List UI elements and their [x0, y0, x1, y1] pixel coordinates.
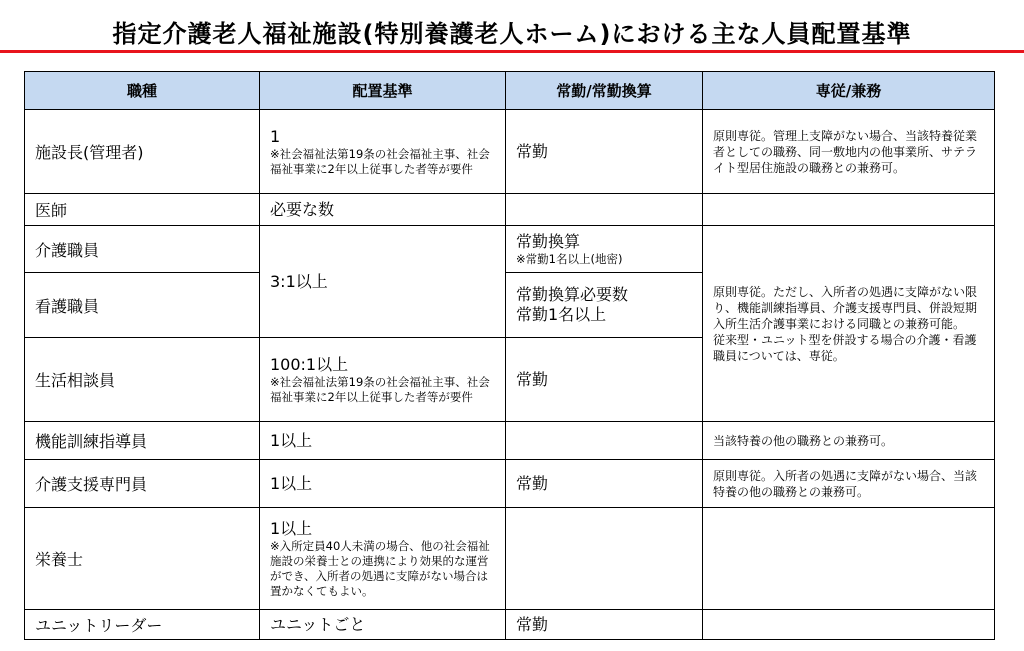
employment-note: ※常勤1名以上(地密): [516, 251, 623, 266]
role-cell: 介護職員: [25, 226, 260, 273]
table-row: [25, 422, 995, 460]
duty-cell: [703, 226, 995, 422]
table-row: [25, 194, 995, 226]
role-cell: 生活相談員: [25, 338, 260, 422]
employment-cell: [506, 194, 703, 226]
standard-value: 1以上: [270, 518, 313, 538]
employment-cell: [506, 422, 703, 460]
table-row: [25, 226, 995, 273]
standard-cell: 3:1以上: [260, 226, 506, 338]
standard-cell: 1以上: [260, 460, 506, 508]
employment-cell: [506, 226, 703, 273]
role-cell: 介護支援専門員: [25, 460, 260, 508]
table-row: [25, 460, 995, 508]
standard-value: 100:1以上: [270, 354, 349, 374]
standard-cell: [260, 110, 506, 194]
role-cell: 医師: [25, 194, 260, 226]
duty-text: 原則専従。ただし、入所者の処遇に支障がない限り、機能訓練指導員、介護支援専門員、併設短期入所生活介護事業における同職との兼務可能。: [713, 284, 978, 331]
standard-note: ※入所定員40人未満の場合、他の社会福祉施設の栄養士との連携により効果的な運営ができ、入所者の処遇に支障がない場合は置かなくてもよい。: [270, 538, 490, 598]
employment-cell: [506, 273, 703, 338]
employment-cell: 常勤: [506, 460, 703, 508]
duty-cell: [703, 610, 995, 640]
standard-note: ※社会福祉法第19条の社会福祉主事、社会福祉事業に2年以上従事した者等が要件: [270, 374, 490, 404]
employment-value: 常勤換算必要数: [516, 285, 629, 304]
employment-value-2: 常勤1名以上: [516, 305, 607, 324]
duty-cell: [703, 508, 995, 610]
duty-text-2: 従来型・ユニット型を併設する場合の介護・看護職員については、専従。: [713, 332, 977, 363]
role-cell: ユニットリーダー: [25, 610, 260, 640]
standard-cell: ユニットごと: [260, 610, 506, 640]
duty-cell: 原則専従。入所者の処遇に支障がない場合、当該特養の他の職務との兼務可。: [703, 460, 995, 508]
table-row: [25, 610, 995, 640]
page-title: 指定介護老人福祉施設(特別養護老人ホーム)における主な人員配置基準: [112, 20, 912, 48]
header-employment: 常勤/常勤換算: [506, 72, 703, 110]
standard-cell: [260, 338, 506, 422]
employment-cell: [506, 508, 703, 610]
role-cell: 施設長(管理者): [25, 110, 260, 194]
employment-cell: 常勤: [506, 110, 703, 194]
employment-cell: 常勤: [506, 610, 703, 640]
standard-note: ※社会福祉法第19条の社会福祉主事、社会福祉事業に2年以上従事した者等が要件: [270, 146, 490, 176]
role-cell: 栄養士: [25, 508, 260, 610]
standard-cell: 必要な数: [260, 194, 506, 226]
table-header-row: [25, 72, 995, 110]
header-role: 職種: [25, 72, 260, 110]
header-duty: 専従/兼務: [703, 72, 995, 110]
standard-cell: [260, 508, 506, 610]
role-cell: 看護職員: [25, 273, 260, 338]
standard-cell: 1以上: [260, 422, 506, 460]
duty-cell: [703, 194, 995, 226]
employment-value: 常勤換算: [516, 231, 581, 251]
employment-cell: 常勤: [506, 338, 703, 422]
duty-cell: 原則専従。管理上支障がない場合、当該特養従業者としての職務、同一敷地内の他事業所、サテライト型居住施設の職務との兼務可。: [703, 110, 995, 194]
staffing-table: [24, 71, 995, 640]
header-standard: 配置基準: [260, 72, 506, 110]
title-underline: [0, 50, 1024, 53]
duty-cell: 当該特養の他の職務との兼務可。: [703, 422, 995, 460]
standard-value: 1: [270, 126, 281, 146]
table-row: [25, 508, 995, 610]
table-row: [25, 110, 995, 194]
role-cell: 機能訓練指導員: [25, 422, 260, 460]
